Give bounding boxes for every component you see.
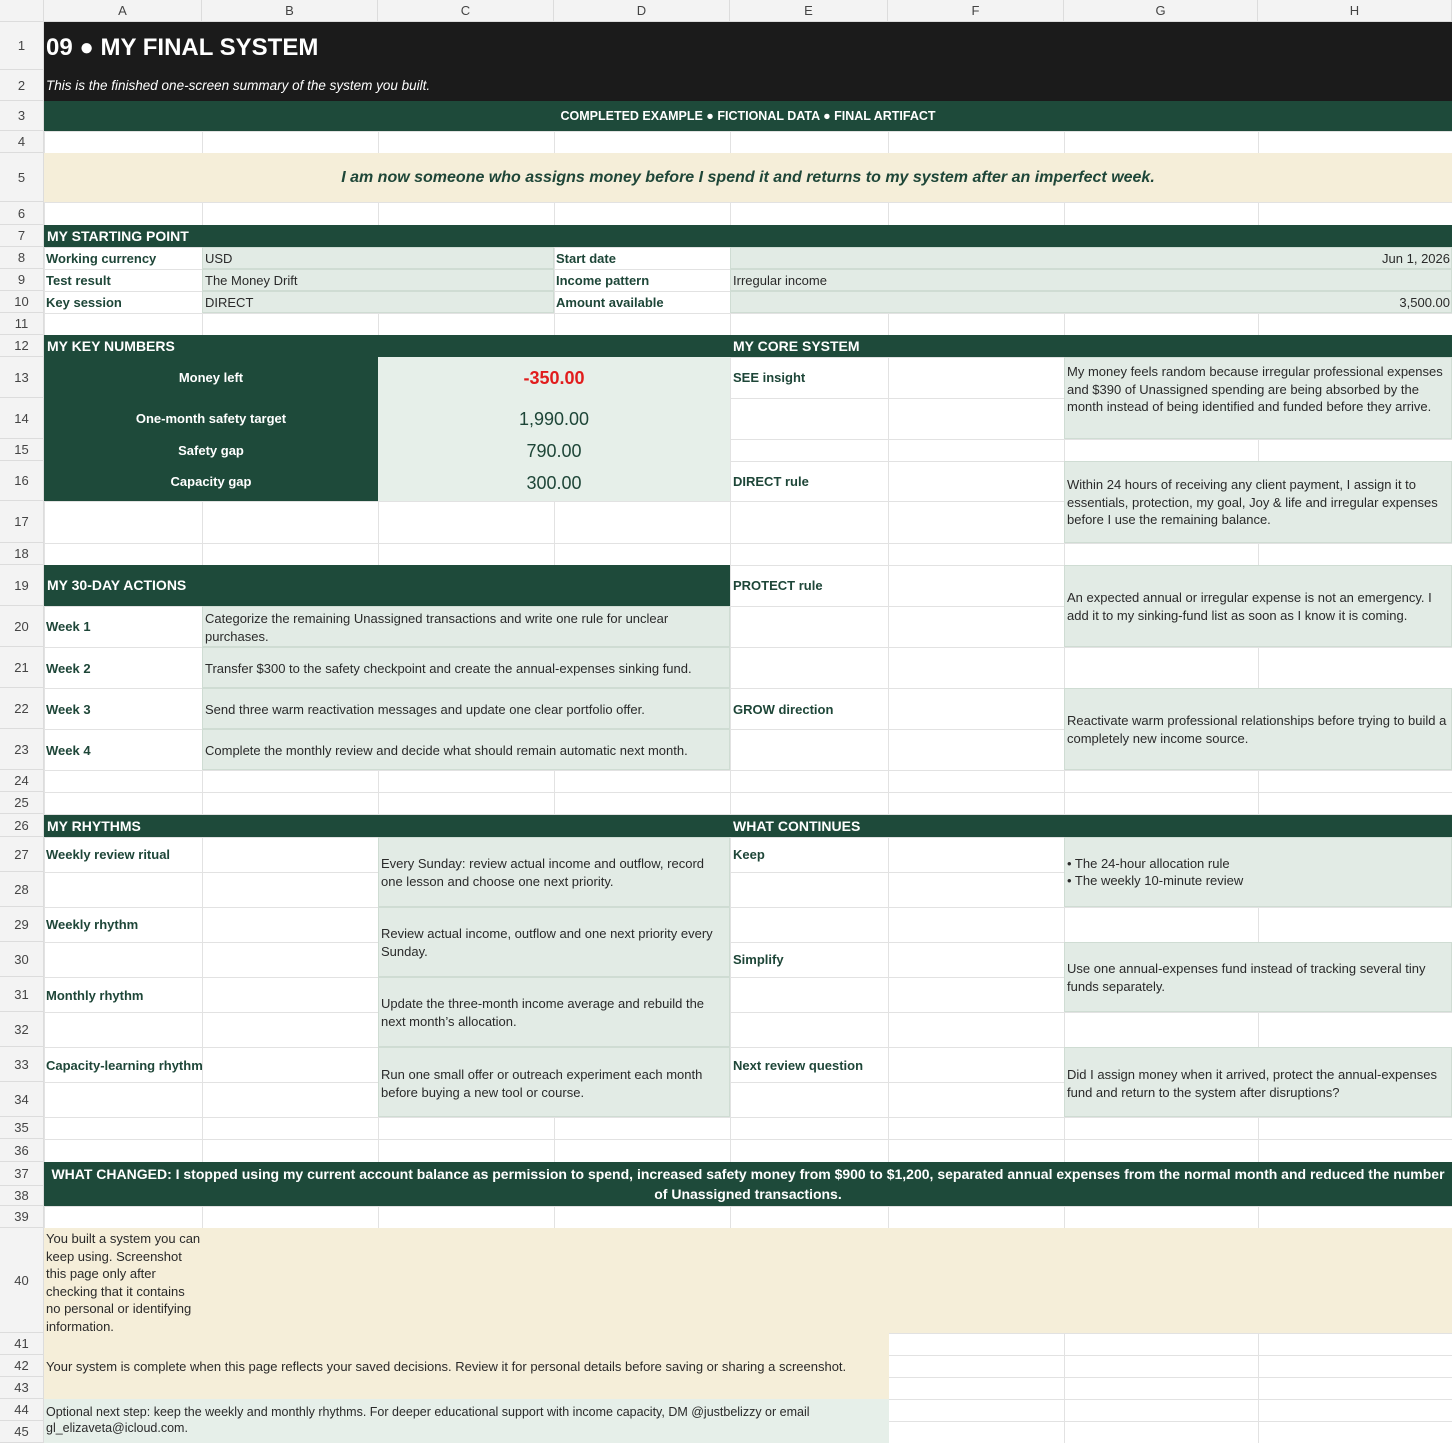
direct-rule-label: DIRECT rule (733, 474, 809, 489)
direct-rule-text: Within 24 hours of receiving any client payment, I assign it to essentials, protection, my goal, Joy & life and irregular expenses before I use the remaining balance. (1067, 477, 1438, 527)
row-header-39[interactable]: 39 (0, 1206, 44, 1228)
what-changed-text: WHAT CHANGED: I stopped using my current account balance as permission to spend, increased safety money from $900 to $1,200, separated annual expenses from the normal month and reduced the number of Unassigned transactions. (51, 1166, 1445, 1202)
row-header-19[interactable]: 19 (0, 565, 44, 606)
section-what-continues: WHAT CONTINUES (730, 815, 1452, 837)
monthly-rhythm-label: Monthly rhythm (46, 988, 144, 1003)
column-header-g[interactable]: G (1064, 0, 1258, 22)
working-currency-value: USD (205, 251, 233, 266)
row-header-23[interactable]: 23 (0, 729, 44, 770)
row-header-22[interactable]: 22 (0, 688, 44, 729)
row-header-2[interactable]: 2 (0, 70, 44, 101)
income-pattern-cell[interactable] (730, 269, 1452, 291)
money-left-value[interactable]: -350.00 (523, 368, 585, 388)
row-header-9[interactable]: 9 (0, 269, 44, 291)
safety-gap-value[interactable]: 790.00 (526, 441, 582, 461)
money-left-label: Money left (178, 370, 244, 385)
key-session-label: Key session (46, 295, 122, 310)
row-header-27[interactable]: 27 (0, 837, 44, 872)
select-all-corner[interactable] (0, 0, 44, 22)
row-header-11[interactable]: 11 (0, 313, 44, 335)
row-header-4[interactable]: 4 (0, 131, 44, 153)
amount-available-value: 3,500.00 (1399, 295, 1450, 310)
row-header-6[interactable]: 6 (0, 202, 44, 225)
simplify-text: Use one annual-expenses fund instead of tracking several tiny funds separately. (1067, 961, 1426, 994)
page-subtitle: This is the finished one-screen summary of the system you built. (46, 78, 431, 93)
row-header-42[interactable]: 42 (0, 1355, 44, 1377)
safety-gap-label: Safety gap (178, 443, 244, 458)
complete-note: Your system is complete when this page reflects your saved decisions. Review it for personal details before saving or sharing a screenshot. (46, 1359, 847, 1374)
page-title: 09 ● MY FINAL SYSTEM (46, 34, 319, 61)
section-30-day-actions: MY 30-DAY ACTIONS (44, 565, 730, 606)
start-date-label: Start date (556, 251, 616, 266)
keep-label: Keep (733, 847, 765, 862)
row-header-5[interactable]: 5 (0, 153, 44, 202)
week3-label: Week 3 (46, 702, 91, 717)
row-header-16[interactable]: 16 (0, 461, 44, 501)
row-header-43[interactable]: 43 (0, 1377, 44, 1399)
column-header-b[interactable]: B (202, 0, 378, 22)
week4-label: Week 4 (46, 743, 91, 758)
row-header-28[interactable]: 28 (0, 872, 44, 907)
grow-direction-text: Reactivate warm professional relationships before trying to build a completely new income source. (1067, 713, 1447, 746)
ritual-text: Every Sunday: review actual income and outflow, record one lesson and choose one next priority. (381, 856, 705, 889)
row-header-21[interactable]: 21 (0, 647, 44, 688)
amount-available-label: Amount available (556, 295, 664, 310)
see-insight-label: SEE insight (733, 370, 806, 385)
row-header-8[interactable]: 8 (0, 247, 44, 269)
row-header-26[interactable]: 26 (0, 814, 44, 837)
safety-target-value[interactable]: 1,990.00 (518, 409, 590, 429)
row-header-45[interactable]: 45 (0, 1421, 44, 1443)
weekly-rhythm-text: Review actual income, outflow and one next priority every Sunday. (381, 926, 713, 959)
week3-text: Send three warm reactivation messages and update one clear portfolio offer. (205, 702, 645, 717)
key-session-cell[interactable] (202, 291, 554, 313)
section-starting-point: MY STARTING POINT (44, 225, 1452, 247)
row-header-40[interactable]: 40 (0, 1228, 44, 1333)
protect-rule-label: PROTECT rule (733, 578, 823, 593)
start-date-value: Jun 1, 2026 (1382, 251, 1450, 266)
row-header-25[interactable]: 25 (0, 792, 44, 814)
section-core-system: MY CORE SYSTEM (730, 335, 1452, 357)
capacity-rhythm-label: Capacity-learning rhythm (46, 1058, 203, 1073)
row-header-24[interactable]: 24 (0, 770, 44, 792)
monthly-rhythm-text: Update the three-month income average and rebuild the next month’s allocation. (381, 996, 705, 1029)
capacity-gap-label: Capacity gap (170, 474, 252, 489)
row-header-31[interactable]: 31 (0, 977, 44, 1012)
income-pattern-label: Income pattern (556, 273, 650, 288)
row-header-17[interactable]: 17 (0, 501, 44, 543)
column-header-h[interactable]: H (1258, 0, 1452, 22)
protect-rule-text: An expected annual or irregular expense is not an emergency. I add it to my sinking-fund list as soon as I know it is coming. (1067, 590, 1432, 623)
row-header-10[interactable]: 10 (0, 291, 44, 313)
week1-text: Categorize the remaining Unassigned transactions and write one rule for unclear purchases. (205, 611, 669, 644)
next-review-label: Next review question (733, 1058, 864, 1073)
see-insight-text: My money feels random because irregular professional expenses and $390 of Unassigned spending are being absorbed by the month instead of being identified and funded before they arrive. (1067, 364, 1443, 414)
closing-note: You built a system you can keep using. Screenshot this page only after checking that it contains no personal or identifying information. (46, 1231, 201, 1333)
working-currency-label: Working currency (46, 251, 157, 266)
week2-text: Transfer $300 to the safety checkpoint and create the annual-expenses sinking fund. (205, 661, 692, 676)
simplify-label: Simplify (733, 952, 784, 967)
row-header-44[interactable]: 44 (0, 1399, 44, 1421)
capacity-gap-value[interactable]: 300.00 (526, 473, 582, 493)
row-header-35[interactable]: 35 (0, 1117, 44, 1139)
week1-label: Week 1 (46, 619, 91, 634)
safety-target-label: One-month safety target (135, 411, 287, 426)
row-header-33[interactable]: 33 (0, 1047, 44, 1082)
row-header-41[interactable]: 41 (0, 1333, 44, 1355)
row-header-14[interactable]: 14 (0, 398, 44, 439)
section-key-numbers: MY KEY NUMBERS (44, 335, 730, 357)
grow-direction-label: GROW direction (733, 702, 834, 717)
row-header-1[interactable]: 1 (0, 22, 44, 70)
row-header-30[interactable]: 30 (0, 942, 44, 977)
next-step-note: Optional next step: keep the weekly and monthly rhythms. For deeper educational support with income capacity, DM @justbelizzy or email gl_elizaveta@icloud.com. (46, 1405, 810, 1435)
row-header-13[interactable]: 13 (0, 357, 44, 398)
row-header-3[interactable]: 3 (0, 101, 44, 131)
row-header-38[interactable]: 38 (0, 1186, 44, 1206)
identity-statement: I am now someone who assigns money before I spend it and returns to my system after an imperfect week. (341, 169, 1155, 186)
row-header-18[interactable]: 18 (0, 543, 44, 565)
row-header-36[interactable]: 36 (0, 1139, 44, 1162)
row-header-12[interactable]: 12 (0, 335, 44, 357)
working-currency-cell[interactable] (202, 247, 554, 269)
row-header-20[interactable]: 20 (0, 606, 44, 647)
week2-label: Week 2 (46, 661, 91, 676)
row-header-15[interactable]: 15 (0, 439, 44, 461)
row-header-32[interactable]: 32 (0, 1012, 44, 1047)
next-review-text: Did I assign money when it arrived, protect the annual-expenses fund and return to the system after disruptions? (1067, 1067, 1437, 1100)
column-header-d[interactable]: D (554, 0, 730, 22)
column-header-a[interactable]: A (44, 0, 202, 22)
week4-text: Complete the monthly review and decide what should remain automatic next month. (205, 743, 688, 758)
test-result-value: The Money Drift (205, 273, 298, 288)
weekly-rhythm-label: Weekly rhythm (46, 917, 139, 932)
row-header-7[interactable]: 7 (0, 225, 44, 247)
closing-note-band (44, 1228, 1452, 1333)
ritual-label: Weekly review ritual (46, 847, 171, 862)
column-header-c[interactable]: C (378, 0, 554, 22)
keep-item-1: • The 24-hour allocation rule (1067, 856, 1230, 871)
row-header-29[interactable]: 29 (0, 907, 44, 942)
column-header-e[interactable]: E (730, 0, 888, 22)
row-header-34[interactable]: 34 (0, 1082, 44, 1117)
keep-item-2: • The weekly 10-minute review (1067, 873, 1244, 888)
test-result-label: Test result (46, 273, 111, 288)
column-header-f[interactable]: F (888, 0, 1064, 22)
row-header-37[interactable]: 37 (0, 1162, 44, 1186)
capacity-rhythm-text: Run one small offer or outreach experiment each month before buying a new tool or course. (381, 1067, 703, 1100)
income-pattern-value: Irregular income (733, 273, 827, 288)
section-rhythms: MY RHYTHMS (44, 815, 730, 837)
key-session-value: DIRECT (205, 295, 254, 310)
example-banner-text: COMPLETED EXAMPLE ● FICTIONAL DATA ● FINAL ARTIFACT (560, 109, 936, 123)
